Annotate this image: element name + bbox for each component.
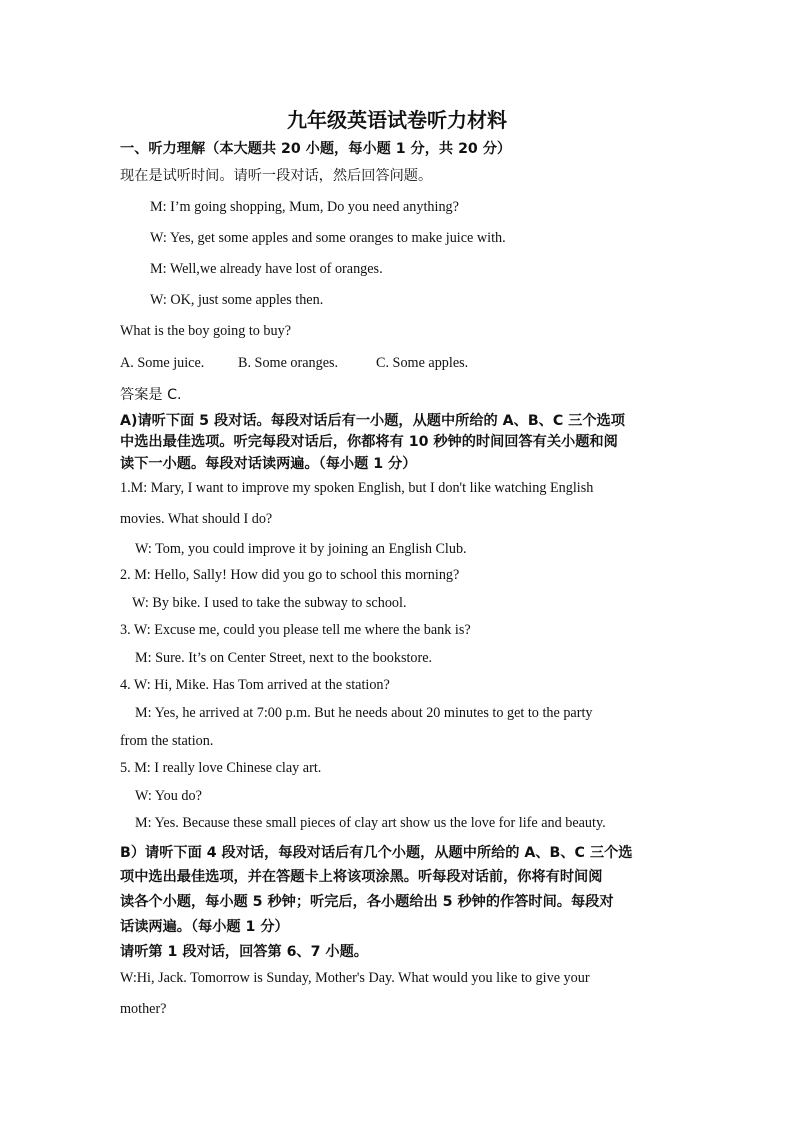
dialogue-line: 3. W: Excuse me, could you please tell me where the bank is? — [120, 622, 471, 638]
partb-instructions: 读各个小题，每小题 5 秒钟；听完后，各小题给出 5 秒钟的作答时间。每段对 — [120, 894, 614, 910]
dialogue-line: movies. What should I do? — [120, 511, 273, 527]
dialogue-line: from the station. — [120, 733, 214, 749]
trial-question: What is the boy going to buy? — [120, 323, 292, 339]
dialogue-line: 2. M: Hello, Sally! How did you go to school this morning? — [120, 567, 460, 583]
dialogue-line: M: Sure. It’s on Center Street, next to the bookstore. — [135, 650, 433, 666]
trial-answer: 答案是 C. — [120, 387, 182, 403]
dialogue-line: W: By bike. I used to take the subway to school. — [132, 595, 407, 611]
trial-option: B. Some oranges. — [238, 355, 339, 371]
dialogue-line: W: You do? — [135, 788, 202, 804]
trial-option: C. Some apples. — [376, 355, 469, 371]
partb-instructions: 话读两遍。（每小题 1 分） — [120, 919, 289, 935]
partb-instructions: 项中选出最佳选项，并在答题卡上将该项涂黑。听每段对话前，你将有时间阅 — [120, 869, 603, 885]
trial-line: W: Yes, get some apples and some oranges to make juice with. — [150, 230, 506, 246]
trial-line: M: Well,we already have lost of oranges. — [150, 261, 383, 277]
section-heading: 一、听力理解（本大题共 20 小题，每小题 1 分，共 20 分） — [120, 141, 512, 157]
page-title: 九年级英语试卷听力材料 — [287, 108, 507, 132]
partb-instructions: B）请听下面 4 段对话，每段对话后有几个小题，从题中所给的 A、B、C 三个选 — [120, 845, 633, 861]
dialogue-line: M: Yes. Because these small pieces of clay art show us the love for life and beauty. — [135, 815, 606, 831]
dialogue-line: W:Hi, Jack. Tomorrow is Sunday, Mother's Day. What would you like to give your — [120, 970, 590, 986]
parta-instructions: 读下一小题。每段对话读两遍。（每小题 1 分） — [120, 456, 417, 472]
trial-intro: 现在是试听时间。请听一段对话，然后回答问题。 — [120, 168, 433, 184]
dialogue-line: 4. W: Hi, Mike. Has Tom arrived at the station? — [120, 677, 390, 693]
parta-instructions: A)请听下面 5 段对话。每段对话后有一小题，从题中所给的 A、B、C 三个选项 — [120, 413, 625, 429]
trial-line: M: I’m going shopping, Mum, Do you need anything? — [150, 199, 459, 215]
dialogue-line: M: Yes, he arrived at 7:00 p.m. But he needs about 20 minutes to get to the party — [135, 705, 593, 721]
dialogue-line: mother? — [120, 1001, 167, 1017]
dialogue-line: W: Tom, you could improve it by joining an English Club. — [135, 541, 467, 557]
dialogue-line: 1.M: Mary, I want to improve my spoken English, but I don't like watching English — [120, 480, 594, 496]
trial-line: W: OK, just some apples then. — [150, 292, 324, 308]
dialogue-line: 5. M: I really love Chinese clay art. — [120, 760, 322, 776]
parta-instructions: 中选出最佳选项。听完每段对话后，你都将有 10 秒钟的时间回答有关小题和阅 — [120, 434, 618, 450]
partb-subheading: 请听第 1 段对话，回答第 6、7 小题。 — [120, 944, 368, 960]
trial-option: A. Some juice. — [120, 355, 205, 371]
